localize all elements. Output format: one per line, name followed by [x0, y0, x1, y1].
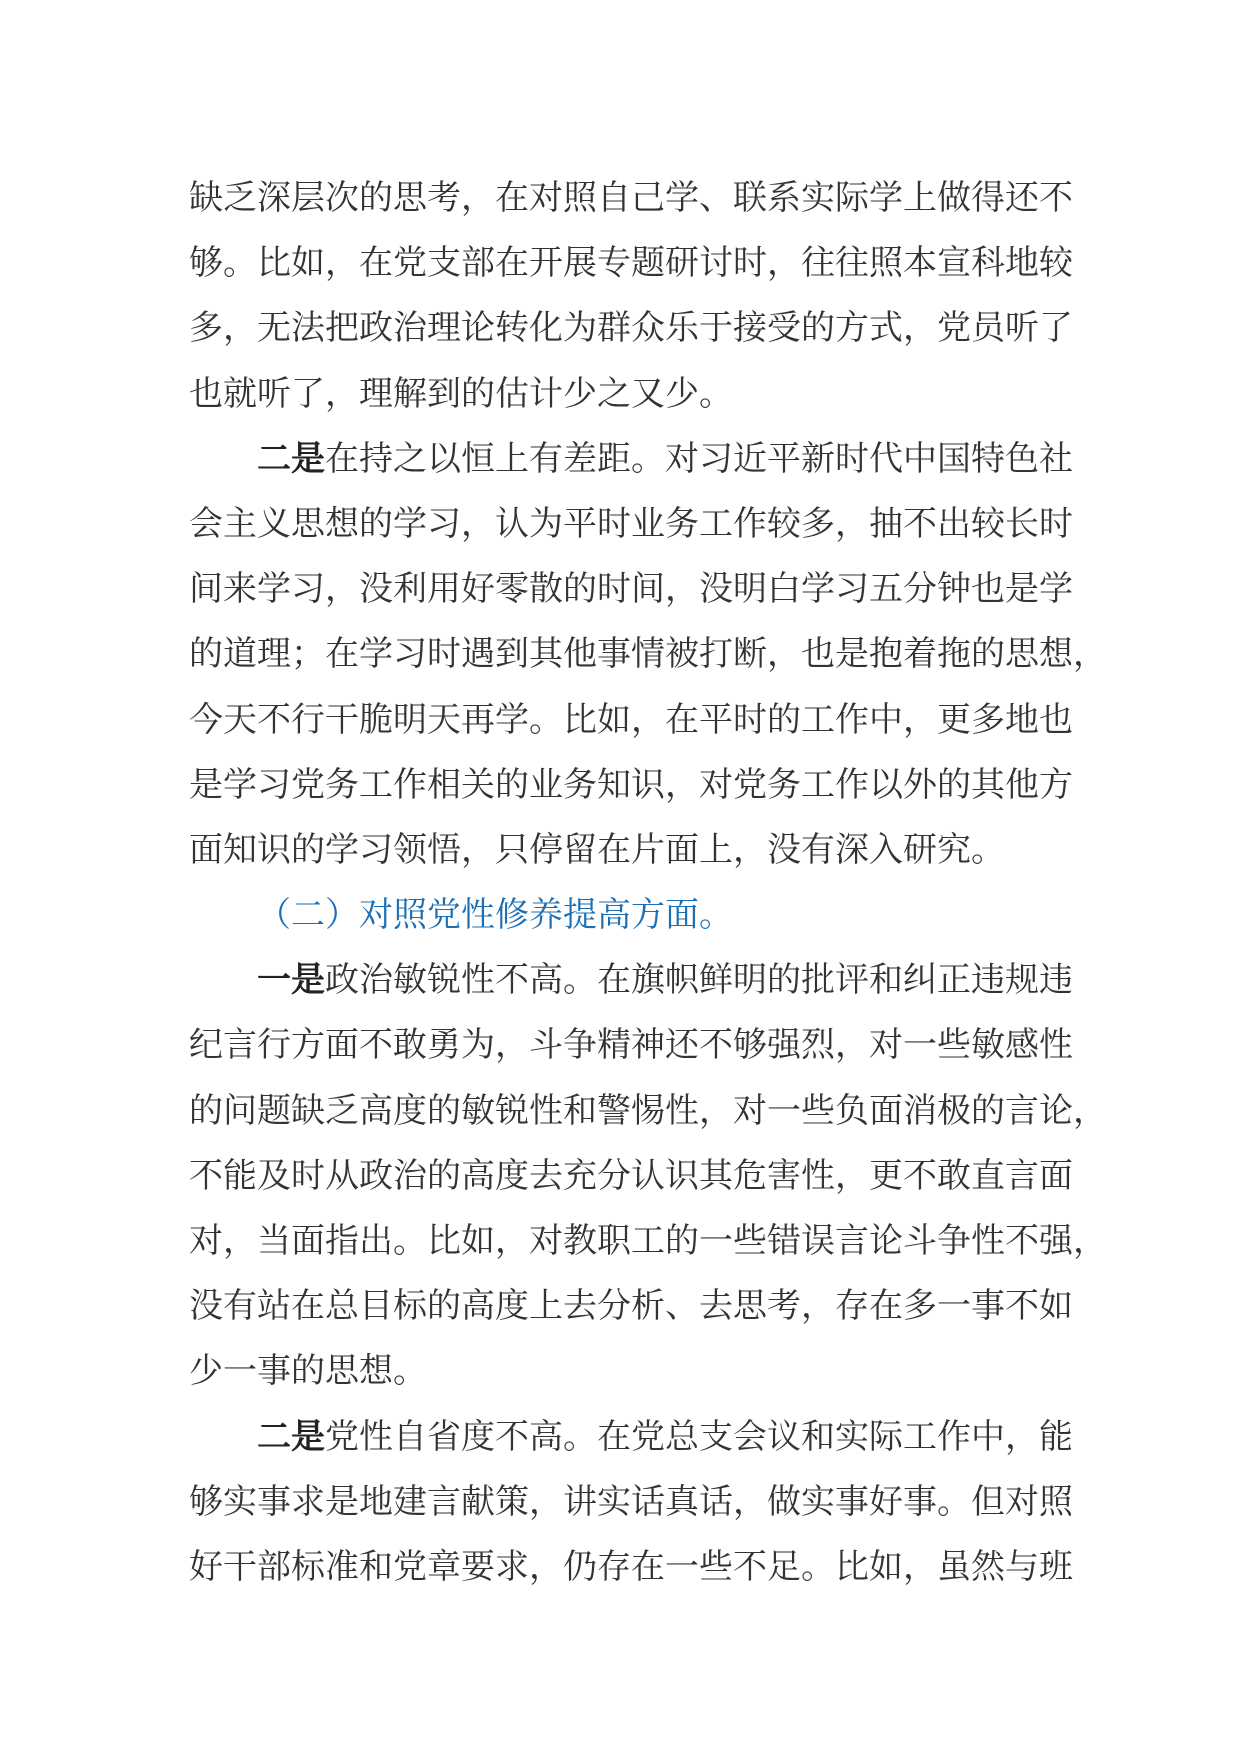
line-text: 间来学习，没利用好零散的时间，没明白学习五分钟也是学 — [189, 569, 1073, 610]
text-line — [189, 753, 1073, 818]
line-text: 也就听了，理解到的估计少之又少。 — [189, 373, 733, 414]
text-line — [189, 1209, 1107, 1274]
text-line — [189, 427, 1073, 492]
text-line — [189, 1470, 1073, 1535]
line-text: 好干部标准和党章要求，仍存在一些不足。比如，虽然与班 — [189, 1546, 1073, 1587]
line-text: 够。比如，在党支部在开展专题研讨时，往往照本宣科地较 — [189, 243, 1073, 284]
text-line — [189, 557, 1073, 622]
line-text: 够实事求是地建言献策，讲实话真话，做实事好事。但对照 — [189, 1481, 1073, 1522]
text-line — [189, 622, 1107, 687]
line-text: 今天不行干脆明天再学。比如，在平时的工作中，更多地也 — [189, 699, 1073, 740]
line-text: 的问题缺乏高度的敏锐性和警惕性，对一些负面消极的言论， — [189, 1090, 1107, 1131]
text-line — [189, 492, 1073, 557]
text-line — [189, 688, 1073, 753]
text-line — [189, 818, 1059, 883]
text-line — [189, 166, 1073, 231]
bold-lead-label: 一是 — [257, 960, 325, 1001]
document-body — [189, 166, 1107, 1600]
text-line — [189, 1405, 1073, 1470]
text-line — [189, 948, 1073, 1013]
line-text: 缺乏深层次的思考，在对照自己学、联系实际学上做得还不 — [189, 178, 1073, 218]
line-text: 政治敏锐性不高。在旗帜鲜明的批评和纠正违规违 — [325, 960, 1073, 1001]
line-text: 没有站在总目标的高度上去分析、去思考，存在多一事不如 — [189, 1286, 1073, 1327]
text-line — [189, 1274, 1073, 1339]
bold-lead-label: 二是 — [257, 438, 325, 479]
text-line — [189, 1535, 1073, 1600]
text-line — [189, 362, 1059, 427]
line-text: （二）对照党性修养提高方面。 — [257, 895, 733, 936]
line-text: 对，当面指出。比如，对教职工的一些错误言论斗争性不强， — [189, 1221, 1107, 1261]
line-text: 会主义思想的学习，认为平时业务工作较多，抽不出较长时 — [189, 503, 1073, 544]
bold-lead-label: 二是 — [257, 1416, 325, 1457]
text-line — [189, 1339, 1059, 1404]
line-text: 多，无法把政治理论转化为群众乐于接受的方式，党员听了 — [189, 308, 1073, 349]
line-text: 纪言行方面不敢勇为，斗争精神还不够强烈，对一些敏感性 — [189, 1025, 1073, 1066]
text-line — [189, 296, 1073, 361]
line-text: 是学习党务工作相关的业务知识，对党务工作以外的其他方 — [189, 764, 1073, 805]
text-line — [189, 1013, 1073, 1078]
section-heading — [189, 883, 1059, 948]
line-text: 党性自省度不高。在党总支会议和实际工作中，能 — [325, 1416, 1073, 1457]
line-text: 的道理；在学习时遇到其他事情被打断，也是抱着拖的思想， — [189, 634, 1107, 675]
line-text: 不能及时从政治的高度去充分认识其危害性，更不敢直言面 — [189, 1155, 1073, 1196]
text-line — [189, 1144, 1073, 1209]
text-line — [189, 231, 1073, 296]
line-text: 少一事的思想。 — [189, 1351, 427, 1392]
line-text: 面知识的学习领悟，只停留在片面上，没有深入研究。 — [189, 829, 1005, 870]
line-text: 在持之以恒上有差距。对习近平新时代中国特色社 — [325, 438, 1073, 479]
text-line — [189, 1079, 1107, 1144]
